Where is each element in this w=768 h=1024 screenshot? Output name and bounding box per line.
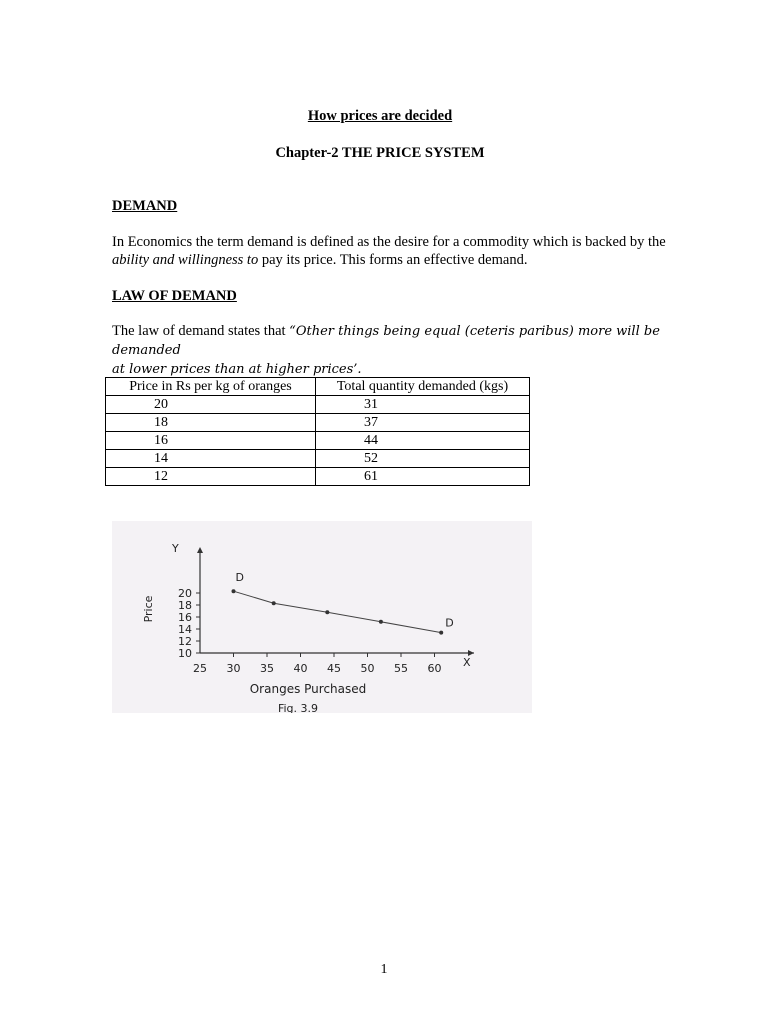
law-quote-line1: “Other things being equal (ceteris paribus) more will be demanded	[112, 324, 660, 358]
demand-definition-line2	[112, 251, 712, 269]
curve-point	[232, 589, 236, 593]
x-axis-letter: X	[463, 656, 471, 669]
curve-point	[439, 631, 443, 635]
table-row	[106, 468, 530, 486]
demand-curve-figure	[112, 521, 532, 713]
table-cell-quantity: 37	[316, 414, 530, 432]
y-axis-letter: Y	[172, 542, 179, 555]
demand-definition	[112, 233, 712, 269]
x-axis-label: Oranges Purchased	[249, 682, 367, 696]
x-tick-label: 40	[293, 662, 308, 675]
table-cell-quantity: 31	[316, 396, 530, 414]
document-title: How prices are decided	[307, 108, 453, 124]
curve-label-start: D	[235, 571, 244, 585]
demand-curve-chart	[112, 521, 532, 713]
table-row	[106, 450, 530, 468]
y-tick-label: 20	[178, 587, 192, 600]
law-intro: The law of demand states that	[112, 323, 290, 339]
table-cell-price: 18	[106, 414, 316, 432]
y-tick-label: 18	[178, 599, 192, 612]
page-number: 1	[380, 962, 388, 977]
demand-schedule-table	[105, 377, 530, 486]
table-header-price: Price in Rs per kg of oranges	[106, 378, 316, 396]
table-row	[106, 432, 530, 450]
table-cell-price: 16	[106, 432, 316, 450]
curve-point	[379, 620, 383, 624]
y-axis-arrow	[197, 547, 203, 553]
curve-point	[272, 601, 276, 605]
table-cell-price: 12	[106, 468, 316, 486]
chapter-title: Chapter-2 THE PRICE SYSTEM	[275, 145, 485, 161]
table-cell-quantity: 61	[316, 468, 530, 486]
y-tick-label: 12	[178, 635, 192, 648]
table-header-row	[106, 378, 530, 396]
table-cell-quantity: 52	[316, 450, 530, 468]
y-tick-label: 10	[178, 647, 192, 660]
x-tick-label: 60	[427, 662, 442, 675]
law-of-demand-statement	[112, 322, 732, 379]
section-heading-demand: DEMAND	[112, 198, 178, 214]
table-cell-price: 14	[106, 450, 316, 468]
demand-italic-phrase: ability and willingness to	[112, 252, 259, 268]
law-statement-line1	[112, 322, 732, 360]
table-row	[106, 414, 530, 432]
curve-point	[325, 610, 329, 614]
y-tick-label: 14	[178, 623, 192, 636]
x-tick-label: 35	[260, 662, 274, 675]
law-quote-line2: at lower prices than at higher prices’.	[112, 362, 362, 377]
table-header-quantity: Total quantity demanded (kgs)	[316, 378, 530, 396]
demand-curve-line	[234, 591, 442, 632]
table-cell-quantity: 44	[316, 432, 530, 450]
y-axis-label: Price	[142, 595, 155, 623]
x-tick-label: 50	[360, 662, 375, 675]
figure-caption: Fig. 3.9	[277, 702, 319, 713]
table-row	[106, 396, 530, 414]
demand-definition-rest: pay its price. This forms an effective demand.	[258, 252, 528, 268]
x-tick-label: 30	[226, 662, 241, 675]
table-cell-price: 20	[106, 396, 316, 414]
section-heading-law-of-demand: LAW OF DEMAND	[112, 288, 237, 304]
x-tick-label: 25	[193, 662, 207, 675]
x-tick-label: 45	[327, 662, 341, 675]
x-tick-label: 55	[394, 662, 408, 675]
curve-label-end: D	[445, 616, 454, 630]
y-tick-label: 16	[178, 611, 192, 624]
demand-definition-line1: In Economics the term demand is defined as the desire for a commodity which is backed by the	[112, 234, 666, 250]
